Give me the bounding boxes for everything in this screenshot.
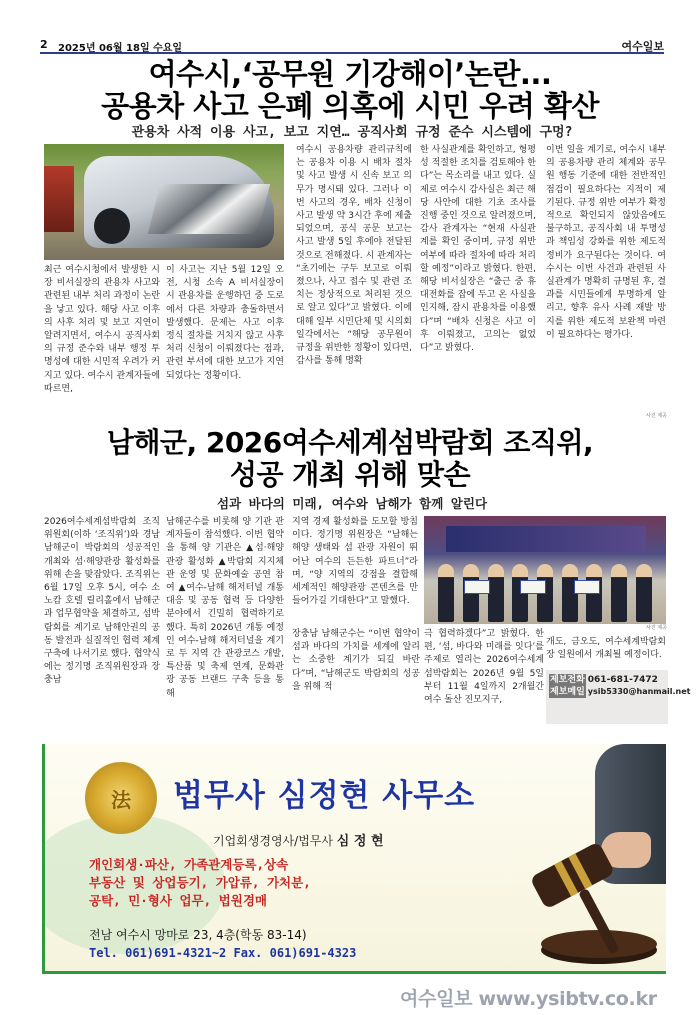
article1-column-5: 이번 일을 계기로, 여수시 내부의 공용차량 관리 체계와 공무원 행동 기준에 대한 전반적인 점검이 필요하다는 지적이 제기된다. 규정 위반 여부가 확정적으로 확인되지 않았음에도 불구하고, 공직사회 내 투명성과 책임성 강화를 위한 제도적 정비가 요구된다는 것이다. 여수시는 이번 사건과 관련된 사실관계가 명확히 규명된 후, 결과를 시민들에게 투명하게 알리고, 향후 유사 사례 재발 방지를 위한 제도적 보완책 마련이 필요하다는 평가다. [546,145,666,340]
article2-photo-credit: 사진 제공 [646,625,667,631]
article2-column-3: 지역 경제 활성화를 도모할 방침이다. 정기명 위원장은 “남해는 해양 생태와 섬 관광 자원이 뛰어난 여수의 든든한 파트너”라며, “양 지역의 강점을 결합해 세계적인 해양관광 콘텐츠를 만들어가길 기대한다”고 말했다. [292,517,418,607]
article1-column-3: 여수시 공용차량 관리규칙에는 공용차 이용 시 배차 절차 및 사고 발생 시 신속 보고 의무가 명시돼 있다. 그러나 이번 사고의 경우, 배차 신청이 사고 발생 약 3시간 후에 제출되었으며, 공식 공문 보고는 사고 발생 5일 후에야 전달된 것으로 전해졌다. 시 관계자는 “초기에는 구두 보고로 이뤄졌으나, 사고 접수 및 관련 조치는 정상적으로 처리된 것으로 알고 있다”고 밝혔다. 이에 대해 일부 시민단체 및 시의회 일각에서는 “해당 공무원이 규정을 위반한 정황이 있다면, 감사를 통해 명확 [296,145,412,367]
photo-person [488,564,504,622]
ad-services-line: 개인회생·파산, 가족관계등록,상속 [89,857,289,872]
photo-crushed-front [148,184,270,234]
article2-headline-line1: 남해군, 2026여수세계섬박람회 조직위, [106,426,594,459]
ad-tel-fax: Tel. 061)691-4321~2 Fax. 061)691-4323 [89,946,357,960]
article1-headline-line1: 여수시,‘공무원 기강해이’논란... [148,57,552,91]
ad-services-line: 부동산 및 상업등기, 가압류, 가처분, [89,875,311,890]
paper-name: 여수일보 [621,40,664,53]
article1-column-4: 한 사실관계를 확인하고, 형평성 적절한 조치를 검토해야 한다”는 목소리를 내고 있다. 실제로 여수시 감사실은 최근 해당 사안에 대한 기초 조사를 진행 중인 것으로 알려졌으며, 감사 관계자는 “현재 사실관계를 확인 중이며, 규정 위반 여부에 따라 절차에 따라 처리할 예정”이라고 밝혔다. 한편, 해당 비서실장은 “출근 중 휴대전화를 잡에 두고 온 사실을 인지해, 잠시 관용차를 이용했다”며 “배차 신청은 사고 이후 이뤄졌고, 고의는 없었다”고 밝혔다. [420,145,536,354]
article2-column-1: 2026여수세계섬박람회 조직위원회(이하 ‘조직위’)와 경남 남해군이 박람회의 성공적인 개최와 섬·해양관광 활성화를 위해 손을 맞잡았다. 조직위는 6월 17일 오후 5시, 여수 소노캄 호텔 릴리홀에서 남해군과 업무협약을 체결하고, 섬박람회를 계기로 남해안권의 공동 발전과 실질적인 협력 체계 구축에 나서기로 했다. 협약식에는 정기명 조직위원장과 장충남 [44,517,160,686]
tip-phone-label: 제보전화 [550,675,585,685]
photo-red-car [44,166,74,232]
law-office-ad [42,744,666,974]
ad-role-name: 심 정 현 [336,834,384,849]
article2-column-5: 극 협력하겠다”고 밝혔다. 한편, ‘섬, 바다와 미래를 잇다’를 주제로 열리는 2026여수세계섬박람회는 2026년 9월 5일부터 11월 4일까지 2개월간 여수 돌산 진모지구, [424,629,544,706]
article2-column-2: 남해군수를 비롯해 양 기관 관계자들이 참석했다. 이번 협약을 통해 양 기관은 ▲섬·해양 관광 활성화 ▲박람회 지지체관 운영 및 문화예술 공연 참여 ▲여수-남해 해저터널 개통 대응 및 공동 협력 등 다양한 분야에서 긴밀히 협력하기로 했다. 특히 2026년 개통 예정인 여수-남해 해저터널을 계기로 두 지역 간 관광코스 개발, 특산품 및 축제 연계, 문화관광 공동 브랜드 구축 등을 통해 [166,517,284,699]
photo-agreement-board [574,580,600,594]
article2-column-4: 장충남 남해군수는 “이번 협약이 섬과 바다의 가치를 세계에 알리는 소중한 계기가 되길 바란다”며, “남해군도 박람회의 성공을 위해 적 [292,629,420,692]
ad-title: 법무사 심정현 사무소 [173,778,476,814]
ad-services [89,856,311,910]
ad-contact [89,926,356,962]
ad-address: 전남 여수시 망마로 23, 4층(학동 83-14) [89,928,307,942]
article2-subheadline: 섬과 바다의 미래, 여수와 남해가 함께 알린다 [216,496,488,511]
photo-agreement-board [464,580,490,594]
article1-photo-credit: 사진 제공 [646,413,667,419]
tip-phone: 061-681-7472 [587,675,658,685]
footer-watermark: 여수일보 www.ysibtv.co.kr [400,988,657,1010]
article2-column-6: 개도, 금오도, 여수세계박람회장 일원에서 개최될 예정이다. [546,637,666,661]
emblem-glyph: 法 [111,787,131,812]
article1-subheadline: 관용차 사적 이용 사고, 보고 지연… 공직사회 규정 준수 시스템에 구멍? [131,125,573,140]
photo-event-banner [446,526,646,552]
article1-column-1: 최근 여수시청에서 발생한 시장 비서실장의 관용차 사고와 관련된 내부 처리 과정이 논란을 낳고 있다. 해당 사고 이후의 사후 처리 및 보고 지연이 알려지면서, 여수시 공직사회의 규정 준수와 내부 행정 투명성에 대한 시민적 우려가 커지고 있다. 여수시 관계자들에 따르면, [44,265,160,394]
photo-person [438,564,454,622]
photo-agreement-board [520,580,546,594]
photo-person [611,564,627,622]
tip-email: ysib5330@hanmail.net [587,687,691,696]
article2-photo [424,516,666,624]
article2-headline-line2: 성공 개최 위해 맞손 [229,458,471,491]
issue-date: 2025년 06월 18일 수요일 [58,43,183,54]
tip-email-label: 제보메일 [550,687,585,697]
article1-photo [44,144,284,260]
ad-services-line: 공탁, 민·형사 업무, 법원경매 [89,893,267,908]
page-header [40,36,664,54]
page-number: 2 [40,38,48,51]
article1-column-2: 이 사고는 지난 5월 12일 오전, 시청 소속 A 비서실장이 시 관용차를 운행하던 중 도로에서 다른 차량과 충돌하면서 발생했다. 문제는 사고 이후 정식 절차를 거치지 않고 사후 처리 신청이 이뤄졌다는 점과, 관련 부서에 대한 보고가 지연되었다는 정황이다. [166,265,284,381]
news-tip-contact-box [546,670,691,724]
law-emblem-icon [85,762,157,834]
article1-headline-line2: 공용차 사고 은폐 의혹에 시민 우려 확산 [101,89,599,123]
ad-role [213,830,384,849]
gavel-icon [517,822,666,972]
photo-person [636,564,652,622]
ad-role-prefix: 기업회생경영사/법무사 [213,834,333,848]
